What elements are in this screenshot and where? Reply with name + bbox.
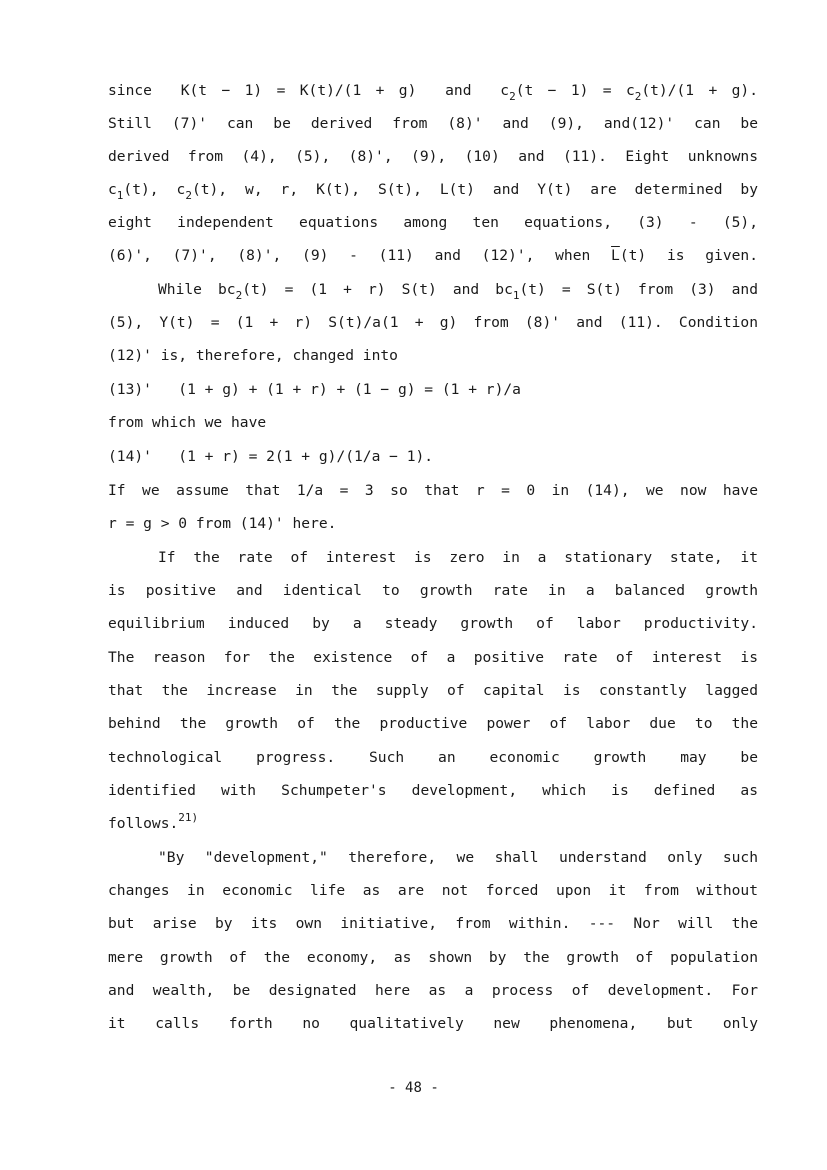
equation-14: (14)' (1 + r) = 2(1 + g)/(1/a − 1). xyxy=(108,448,434,465)
text-line-7: While $bc_2(t) = (1 + r)$ S(t) and $bc_1(t) = S(t)$ from (3) and xyxy=(158,281,758,302)
text-line-21: technological progress. Such an economic growth may be xyxy=(108,749,758,766)
text-line-11: from which we have xyxy=(108,414,267,431)
quote-line-6: it calls forth no qualitatively new phenomena, but only xyxy=(108,1015,758,1032)
text-line-4: $c_1(t)$, $c_2(t)$, w, r, K(t), S(t), L(t) and Y(t) are determined by xyxy=(108,181,758,202)
text-line-2: Still (7)' can be derived from (8)' and (9), and(12)' can be xyxy=(108,115,758,132)
text-line-6: (6)', (7)', (8)', (9) - (11) and (12)', when $\overline{L}(t)$ is given. xyxy=(108,247,758,264)
text-line-8: (5), Y(t) = (1 + r) S(t)/a(1 + g) from (8)' and (11). Condition xyxy=(108,314,758,331)
quote-line-2: changes in economic life as are not forced upon it from without xyxy=(108,882,758,899)
text-line-9: (12)' is, therefore, changed into xyxy=(108,347,398,364)
text-line-15: If the rate of interest is zero in a stationary state, it xyxy=(158,549,758,566)
page-number: - 48 - xyxy=(388,1080,439,1096)
text-line-5: eight independent equations among ten equations, (3) - (5), xyxy=(108,214,758,231)
text-line-20: behind the growth of the productive power of labor due to the xyxy=(108,715,758,732)
text-line-22: identified with Schumpeter's development, which is defined as xyxy=(108,782,758,799)
text-line-16: is positive and identical to growth rate in a balanced growth xyxy=(108,582,758,599)
quote-line-4: mere growth of the economy, as shown by the growth of population xyxy=(108,949,758,966)
text-line-19: that the increase in the supply of capital is constantly lagged xyxy=(108,682,758,699)
text-line-3: derived from (4), (5), (8)', (9), (10) and (11). Eight unknowns xyxy=(108,148,758,165)
footnote-ref: 21) xyxy=(178,811,199,824)
quote-line-5: and wealth, be designated here as a process of development. For xyxy=(108,982,758,999)
equation-13: (13)' (1 + g) + (1 + r) + (1 − g) = (1 + r)/a xyxy=(108,381,521,398)
text-line-1: since K(t − 1) = K(t)/(1 + g) and $c_2(t - 1) = c_2(t)/(1 + g)$. xyxy=(108,82,758,103)
text-line-13: If we assume that 1/a = 3 so that r = 0 in (14), we now have xyxy=(108,482,758,499)
text-line-23 xyxy=(108,811,758,836)
text-line-17: equilibrium induced by a steady growth of labor productivity. xyxy=(108,615,758,632)
follows-text: follows. xyxy=(108,815,179,832)
quote-line-3: but arise by its own initiative, from within. --- Nor will the xyxy=(108,915,758,932)
text-line-14: r = g > 0 from (14)' here. xyxy=(108,515,337,532)
text-line-18: The reason for the existence of a positive rate of interest is xyxy=(108,649,758,666)
quote-line-1: "By "development," therefore, we shall understand only such xyxy=(158,849,758,866)
